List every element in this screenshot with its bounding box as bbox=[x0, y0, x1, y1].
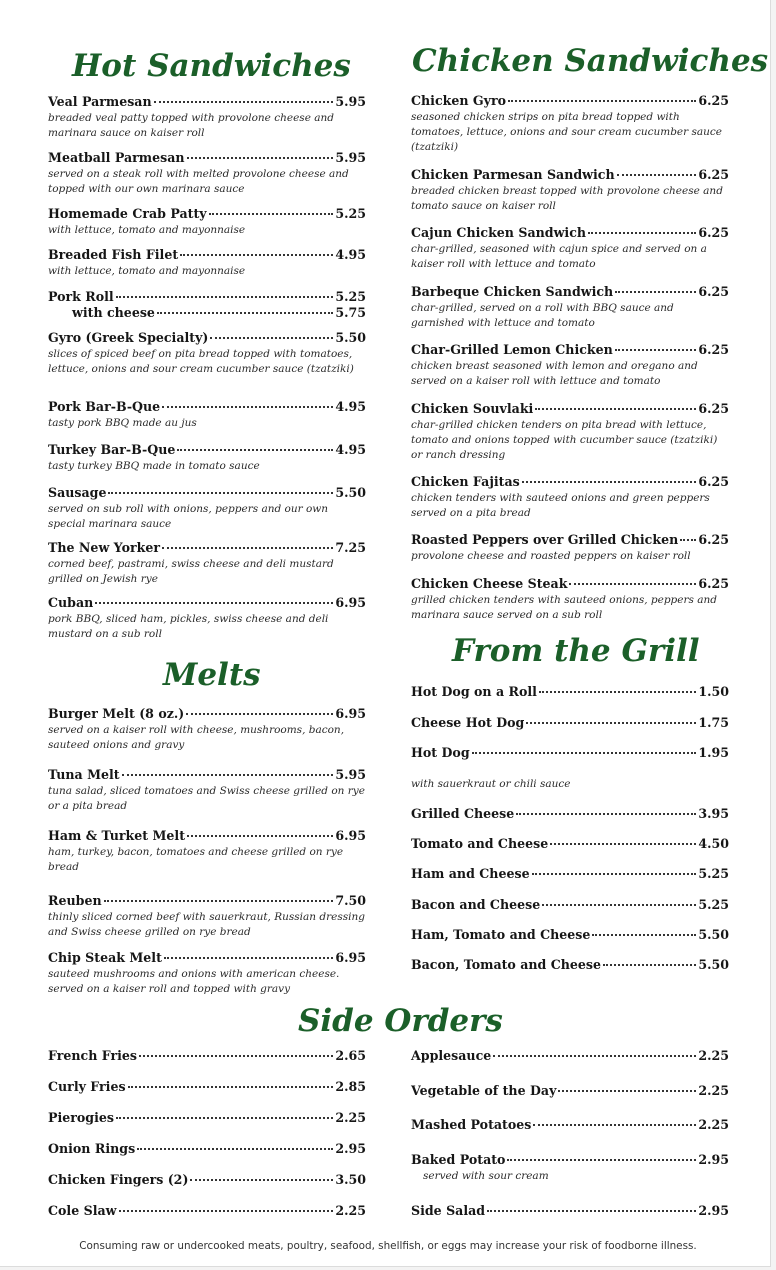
menu-note bbox=[411, 776, 729, 792]
menu-item-line bbox=[411, 927, 729, 943]
menu-item bbox=[411, 715, 729, 731]
menu-item-description: with lettuce, tomato and mayonnaise bbox=[48, 224, 246, 236]
menu-item-name: Pork Bar-B-Que bbox=[48, 399, 161, 414]
menu-item-line bbox=[411, 284, 729, 300]
menu-item-name: Pierogies bbox=[48, 1110, 114, 1125]
menu-item-line bbox=[411, 532, 729, 548]
menu-item-price: 1.95 bbox=[698, 745, 729, 760]
menu-item-price: 4.95 bbox=[335, 247, 366, 262]
menu-item-price: 2.85 bbox=[335, 1079, 366, 1094]
menu-item-note: with sauerkraut or chili sauce bbox=[411, 778, 571, 790]
menu-item-description: char-grilled chicken tenders on pita bread with lettuce, tomato and onions topped with cucumber sauce (tzatziki) or ranch dressing bbox=[411, 419, 718, 461]
menu-item-name: Chicken Parmesan Sandwich bbox=[411, 167, 615, 182]
menu-item bbox=[48, 247, 366, 279]
menu-item-line bbox=[48, 828, 366, 844]
menu-item-price: 5.50 bbox=[335, 330, 366, 345]
dot-leader bbox=[472, 752, 697, 754]
menu-item-line bbox=[48, 150, 366, 166]
dot-leader bbox=[588, 232, 696, 234]
menu-item-line bbox=[48, 1172, 366, 1188]
menu-item bbox=[411, 1083, 729, 1099]
dot-leader bbox=[177, 449, 333, 451]
menu-item-variant bbox=[48, 305, 366, 321]
menu-item-name: Ham and Cheese bbox=[411, 866, 530, 881]
menu-item bbox=[48, 595, 366, 642]
menu-item-price: 5.75 bbox=[335, 305, 366, 320]
menu-item-price: 5.95 bbox=[335, 767, 366, 782]
menu-item-line bbox=[411, 167, 729, 183]
menu-item-description: chicken tenders with sauteed onions and green peppers served on a pita bread bbox=[411, 492, 710, 519]
menu-item-price: 2.65 bbox=[335, 1048, 366, 1063]
menu-item-name: Baked Potato bbox=[411, 1152, 506, 1167]
menu-item-line bbox=[48, 1141, 366, 1157]
dot-leader bbox=[180, 254, 333, 256]
menu-item bbox=[411, 866, 729, 882]
dot-leader bbox=[108, 492, 333, 494]
menu-item-price: 7.50 bbox=[335, 893, 366, 908]
menu-item bbox=[48, 442, 366, 474]
menu-item-price: 6.95 bbox=[335, 706, 366, 721]
menu-item-line bbox=[48, 767, 366, 783]
menu-item-name: The New Yorker bbox=[48, 540, 160, 555]
menu-item-price: 2.25 bbox=[698, 1083, 729, 1098]
menu-item-line bbox=[411, 225, 729, 241]
menu-item bbox=[411, 836, 729, 852]
menu-item-name: Tomato and Cheese bbox=[411, 836, 549, 851]
menu-item-name: Cheese Hot Dog bbox=[411, 715, 525, 730]
menu-item-description: sauteed mushrooms and onions with american cheese. served on a kaiser roll and topped with gravy bbox=[48, 968, 340, 995]
menu-item-line bbox=[48, 950, 366, 966]
menu-item-description: served on a kaiser roll with cheese, mushrooms, bacon, sauteed onions and gravy bbox=[48, 724, 345, 751]
dot-leader bbox=[558, 1090, 696, 1092]
menu-item-name: Ham, Tomato and Cheese bbox=[411, 927, 591, 942]
menu-item-line bbox=[411, 1117, 729, 1133]
menu-item-line bbox=[48, 1079, 366, 1095]
menu-item-name: Onion Rings bbox=[48, 1141, 136, 1156]
menu-item-price: 1.50 bbox=[698, 684, 729, 699]
menu-item bbox=[48, 485, 366, 532]
menu-item bbox=[411, 1152, 729, 1184]
menu-item-line bbox=[411, 957, 729, 973]
menu-item-description: slices of spiced beef on pita bread topped with tomatoes, lettuce, onions and sour cream cucumber sauce (tzatziki) bbox=[48, 348, 354, 375]
menu-item-price: 5.25 bbox=[335, 289, 366, 304]
menu-item-line bbox=[411, 897, 729, 913]
dot-leader bbox=[128, 1086, 334, 1088]
menu-item-name: with cheese bbox=[72, 305, 155, 320]
menu-item-name: Pork Roll bbox=[48, 289, 114, 304]
dot-leader bbox=[615, 291, 696, 293]
dot-leader bbox=[187, 835, 333, 837]
menu-item-line bbox=[411, 401, 729, 417]
menu-item bbox=[48, 1048, 366, 1064]
menu-item-name: Chicken Fingers (2) bbox=[48, 1172, 189, 1187]
menu-item-price: 6.25 bbox=[698, 532, 729, 547]
menu-item-description: char-grilled, seasoned with cajun spice and served on a kaiser roll with lettuce and tomato bbox=[411, 243, 707, 270]
menu-item-name: Bacon and Cheese bbox=[411, 897, 541, 912]
menu-item-line bbox=[48, 330, 366, 346]
menu-item bbox=[411, 927, 729, 943]
menu-item bbox=[48, 828, 366, 875]
menu-item-line bbox=[411, 715, 729, 731]
menu-item bbox=[411, 474, 729, 521]
dot-leader bbox=[187, 157, 334, 159]
menu-item-price: 6.25 bbox=[698, 167, 729, 182]
menu-item-line bbox=[411, 1048, 729, 1064]
menu-item bbox=[48, 289, 366, 321]
menu-item-name: Chicken Souvlaki bbox=[411, 401, 534, 416]
menu-item-line bbox=[411, 93, 729, 109]
menu-item bbox=[411, 806, 729, 822]
dot-leader bbox=[487, 1210, 696, 1212]
menu-item bbox=[411, 684, 729, 700]
dot-leader bbox=[542, 904, 696, 906]
dot-leader bbox=[137, 1148, 333, 1150]
menu-item-description: breaded veal patty topped with provolone cheese and marinara sauce on kaiser roll bbox=[48, 112, 334, 139]
menu-item-line bbox=[48, 1048, 366, 1064]
menu-item-price: 2.95 bbox=[335, 1141, 366, 1156]
menu-item-name: Chicken Gyro bbox=[411, 93, 507, 108]
menu-item bbox=[411, 745, 729, 761]
dot-leader bbox=[190, 1179, 333, 1181]
dot-leader bbox=[615, 349, 697, 351]
melts-title: Melts bbox=[163, 657, 261, 693]
menu-item bbox=[411, 1117, 729, 1133]
menu-item-name: Turkey Bar-B-Que bbox=[48, 442, 176, 457]
menu-item-line bbox=[48, 540, 366, 556]
menu-item-line bbox=[411, 1152, 729, 1168]
menu-item-description: tasty turkey BBQ made in tomato sauce bbox=[48, 460, 260, 472]
dot-leader bbox=[493, 1055, 696, 1057]
foodborne-illness-disclaimer: Consuming raw or undercooked meats, poultry, seafood, shellfish, or eggs may increase your risk of foodborne illness. bbox=[79, 1240, 697, 1252]
menu-item-line bbox=[48, 94, 366, 110]
menu-item-line bbox=[411, 866, 729, 882]
menu-item-name: Hot Dog bbox=[411, 745, 470, 760]
dot-leader bbox=[533, 1124, 696, 1126]
menu-item-name: Side Salad bbox=[411, 1203, 486, 1218]
menu-item-line bbox=[48, 485, 366, 501]
menu-item-price: 2.95 bbox=[698, 1203, 729, 1218]
menu-item-line bbox=[48, 1203, 366, 1219]
menu-item bbox=[48, 767, 366, 814]
menu-item-name: Applesauce bbox=[411, 1048, 492, 1063]
menu-item-name: Hot Dog on a Roll bbox=[411, 684, 537, 699]
menu-item-name: Barbeque Chicken Sandwich bbox=[411, 284, 614, 299]
menu-item bbox=[48, 893, 366, 940]
menu-item bbox=[48, 706, 366, 753]
menu-item-name: Chicken Cheese Steak bbox=[411, 576, 568, 591]
menu-item-line bbox=[411, 1083, 729, 1099]
menu-item-name: Grilled Cheese bbox=[411, 806, 515, 821]
menu-item-name: Curly Fries bbox=[48, 1079, 126, 1094]
menu-item-description: served on a steak roll with melted provolone cheese and topped with our own marinara sauce bbox=[48, 168, 349, 195]
menu-item bbox=[48, 1141, 366, 1157]
menu-item-price: 5.50 bbox=[335, 485, 366, 500]
menu-item-name: Sausage bbox=[48, 485, 107, 500]
menu-item-description: thinly sliced corned beef with sauerkraut, Russian dressing and Swiss cheese grilled on rye bread bbox=[48, 911, 365, 938]
menu-item-description: tasty pork BBQ made au jus bbox=[48, 417, 197, 429]
dot-leader bbox=[539, 691, 696, 693]
menu-item-description: breaded chicken breast topped with provolone cheese and tomato sauce on kaiser roll bbox=[411, 185, 723, 212]
menu-item-line bbox=[411, 576, 729, 592]
dot-leader bbox=[507, 1159, 696, 1161]
menu-item-description: tuna salad, sliced tomatoes and Swiss cheese grilled on rye or a pita bread bbox=[48, 785, 365, 812]
menu-item bbox=[48, 150, 366, 197]
menu-item-price: 4.95 bbox=[335, 399, 366, 414]
menu-item-name: Cole Slaw bbox=[48, 1203, 117, 1218]
menu-item-description: served with sour cream bbox=[423, 1170, 549, 1182]
menu-item bbox=[48, 540, 366, 587]
menu-item-price: 6.25 bbox=[698, 576, 729, 591]
menu-item-description: grilled chicken tenders with sauteed onions, peppers and marinara sauce served on a sub roll bbox=[411, 594, 717, 621]
menu-item-price: 6.95 bbox=[335, 595, 366, 610]
menu-item-name: Cajun Chicken Sandwich bbox=[411, 225, 587, 240]
menu-item bbox=[411, 225, 729, 272]
menu-item bbox=[411, 167, 729, 214]
menu-item-line bbox=[48, 893, 366, 909]
dot-leader bbox=[569, 583, 696, 585]
side-orders-title: Side Orders bbox=[298, 1003, 503, 1039]
menu-item bbox=[411, 342, 729, 389]
menu-item-name: Cuban bbox=[48, 595, 94, 610]
menu-item-price: 5.25 bbox=[335, 206, 366, 221]
menu-item-price: 5.95 bbox=[335, 150, 366, 165]
menu-item bbox=[48, 399, 366, 431]
dot-leader bbox=[119, 1210, 334, 1212]
menu-item-price: 6.25 bbox=[698, 93, 729, 108]
menu-item bbox=[411, 1048, 729, 1064]
dot-leader bbox=[157, 312, 333, 314]
menu-item-name: Reuben bbox=[48, 893, 102, 908]
menu-item-price: 6.25 bbox=[698, 474, 729, 489]
menu-item-description: with lettuce, tomato and mayonnaise bbox=[48, 265, 246, 277]
menu-item bbox=[411, 576, 729, 623]
dot-leader bbox=[104, 900, 334, 902]
menu-item-description: provolone cheese and roasted peppers on kaiser roll bbox=[411, 550, 691, 562]
menu-item bbox=[411, 401, 729, 463]
menu-item-name: Mashed Potatoes bbox=[411, 1117, 532, 1132]
menu-item-name: Gyro (Greek Specialty) bbox=[48, 330, 209, 345]
menu-item bbox=[48, 1203, 366, 1219]
menu-item-description: ham, turkey, bacon, tomatoes and cheese grilled on rye bread bbox=[48, 846, 344, 873]
dot-leader bbox=[162, 547, 333, 549]
menu-item-price: 2.25 bbox=[698, 1048, 729, 1063]
menu-item-name: Roasted Peppers over Grilled Chicken bbox=[411, 532, 679, 547]
dot-leader bbox=[535, 408, 696, 410]
menu-item-price: 6.25 bbox=[698, 342, 729, 357]
dot-leader bbox=[122, 774, 334, 776]
menu-item-price: 1.75 bbox=[698, 715, 729, 730]
menu-item-price: 4.50 bbox=[698, 836, 729, 851]
menu-item-price: 3.95 bbox=[698, 806, 729, 821]
menu-item-price: 5.50 bbox=[698, 927, 729, 942]
menu-item-name: Breaded Fish Filet bbox=[48, 247, 179, 262]
dot-leader bbox=[680, 539, 696, 541]
menu-item-line bbox=[48, 289, 366, 305]
menu-item bbox=[48, 206, 366, 238]
hot-sandwiches-title: Hot Sandwiches bbox=[72, 48, 351, 84]
menu-item-name: Ham & Turket Melt bbox=[48, 828, 186, 843]
menu-item-price: 5.50 bbox=[698, 957, 729, 972]
dot-leader bbox=[209, 213, 334, 215]
dot-leader bbox=[164, 957, 333, 959]
menu-item-price: 6.25 bbox=[698, 284, 729, 299]
menu-item-price: 6.25 bbox=[698, 225, 729, 240]
dot-leader bbox=[95, 602, 333, 604]
dot-leader bbox=[139, 1055, 333, 1057]
menu-item-name: Bacon, Tomato and Cheese bbox=[411, 957, 602, 972]
menu-item-name: Chip Steak Melt bbox=[48, 950, 162, 965]
menu-item-price: 5.25 bbox=[698, 866, 729, 881]
menu-item-line bbox=[48, 442, 366, 458]
menu-item-line bbox=[48, 706, 366, 722]
menu-item-description: chicken breast seasoned with lemon and oregano and served on a kaiser roll with lettuce and tomato bbox=[411, 360, 698, 387]
from-the-grill-title: From the Grill bbox=[452, 633, 700, 669]
menu-item-line bbox=[48, 247, 366, 263]
menu-item bbox=[411, 284, 729, 331]
menu-item-price: 2.25 bbox=[335, 1203, 366, 1218]
menu-item-name: Vegetable of the Day bbox=[411, 1083, 557, 1098]
menu-item bbox=[411, 93, 729, 155]
menu-item-description: pork BBQ, sliced ham, pickles, swiss cheese and deli mustard on a sub roll bbox=[48, 613, 329, 640]
menu-item-name: Char-Grilled Lemon Chicken bbox=[411, 342, 613, 357]
menu-item bbox=[48, 1079, 366, 1095]
menu-item bbox=[48, 950, 366, 997]
menu-item bbox=[48, 1110, 366, 1126]
dot-leader bbox=[508, 100, 696, 102]
menu-item-price: 2.25 bbox=[698, 1117, 729, 1132]
dot-leader bbox=[522, 481, 697, 483]
dot-leader bbox=[186, 713, 333, 715]
menu-item bbox=[411, 957, 729, 973]
menu-item-name: Burger Melt (8 oz.) bbox=[48, 706, 185, 721]
menu-item-line bbox=[411, 342, 729, 358]
menu-item-price: 6.95 bbox=[335, 828, 366, 843]
menu-item-line bbox=[411, 806, 729, 822]
menu-item-line bbox=[411, 836, 729, 852]
menu-item bbox=[48, 1172, 366, 1188]
dot-leader bbox=[116, 1117, 333, 1119]
menu-item-name: Meatball Parmesan bbox=[48, 150, 185, 165]
menu-item-line bbox=[48, 595, 366, 611]
menu-item-line bbox=[411, 474, 729, 490]
menu-item-line bbox=[48, 206, 366, 222]
dot-leader bbox=[526, 722, 696, 724]
menu-item-line bbox=[411, 745, 729, 761]
menu-item-description: corned beef, pastrami, swiss cheese and deli mustard grilled on Jewish rye bbox=[48, 558, 334, 585]
menu-item-price: 6.25 bbox=[698, 401, 729, 416]
menu-item bbox=[411, 897, 729, 913]
menu-item-price: 5.25 bbox=[698, 897, 729, 912]
menu-item bbox=[411, 532, 729, 564]
dot-leader bbox=[516, 813, 696, 815]
dot-leader bbox=[532, 873, 697, 875]
chicken-sandwiches-title: Chicken Sandwiches bbox=[412, 43, 769, 79]
menu-item-price: 4.95 bbox=[335, 442, 366, 457]
menu-item bbox=[48, 94, 366, 141]
menu-item-price: 6.95 bbox=[335, 950, 366, 965]
menu-item bbox=[411, 1203, 729, 1219]
menu-item-description: seasoned chicken strips on pita bread topped with tomatoes, lettuce, onions and sour cream cucumber sauce (tzatziki) bbox=[411, 111, 722, 153]
menu-item-name: French Fries bbox=[48, 1048, 137, 1063]
dot-leader bbox=[154, 101, 334, 103]
dot-leader bbox=[603, 964, 696, 966]
menu-item-price: 7.25 bbox=[335, 540, 366, 555]
dot-leader bbox=[617, 174, 697, 176]
menu-item-name: Chicken Fajitas bbox=[411, 474, 520, 489]
menu-item-price: 3.50 bbox=[335, 1172, 366, 1187]
menu-item bbox=[48, 330, 366, 377]
menu-item-line bbox=[411, 684, 729, 700]
menu-item-name: Veal Parmesan bbox=[48, 94, 152, 109]
dot-leader bbox=[550, 843, 696, 845]
menu-item-line bbox=[411, 1203, 729, 1219]
dot-leader bbox=[592, 934, 696, 936]
menu-item-line bbox=[48, 1110, 366, 1126]
menu-item-name: Tuna Melt bbox=[48, 767, 120, 782]
dot-leader bbox=[162, 406, 333, 408]
menu-item-description: char-grilled, served on a roll with BBQ sauce and garnished with lettuce and tomato bbox=[411, 302, 674, 329]
menu-item-price: 2.95 bbox=[698, 1152, 729, 1167]
dot-leader bbox=[210, 337, 333, 339]
menu-item-line bbox=[48, 399, 366, 415]
dot-leader bbox=[116, 296, 334, 298]
menu-item-price: 5.95 bbox=[335, 94, 366, 109]
menu-item-price: 2.25 bbox=[335, 1110, 366, 1125]
menu-item-description: served on sub roll with onions, peppers and our own special marinara sauce bbox=[48, 503, 329, 530]
menu-item-name: Homemade Crab Patty bbox=[48, 206, 207, 221]
